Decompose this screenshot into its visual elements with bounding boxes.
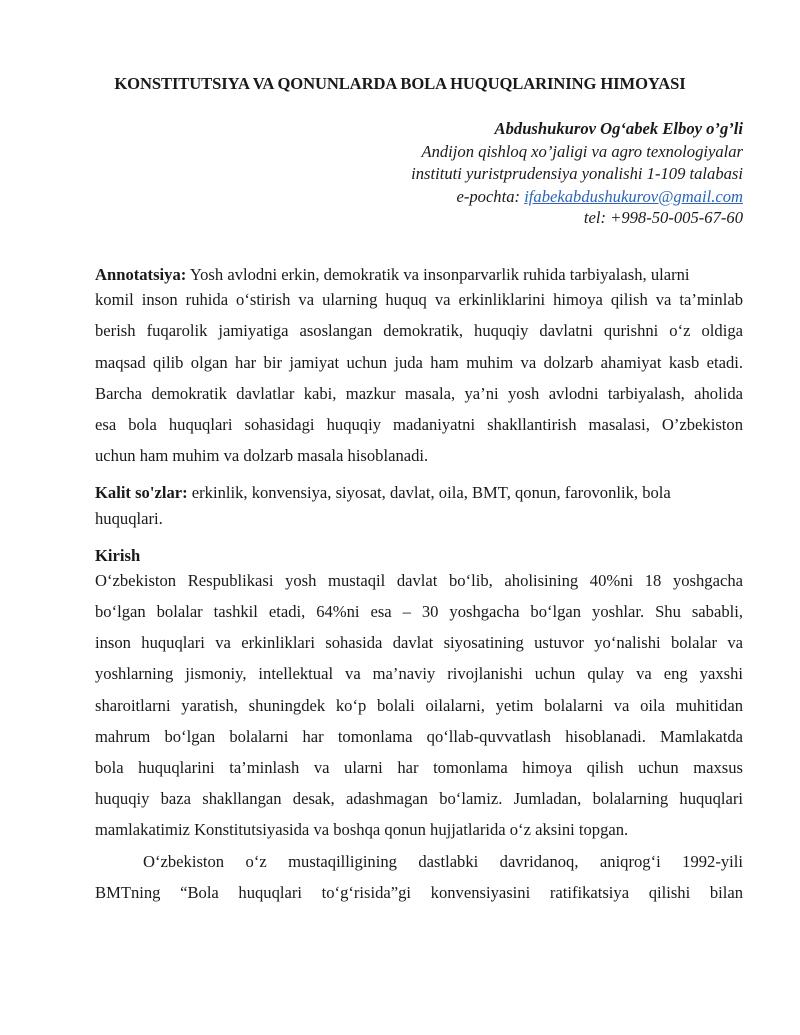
email-link[interactable]: ifabekabdushukurov@gmail.com [524,186,743,206]
abstract-line-3: berish fuqarolik jamiyatiga asoslangan demokratik, huquqiy davlatni qurishni o‘z oldiga [95,321,743,341]
intro-p1-line-6: mahrum bo‘lgan bolalarni har tomonlama qo‘llab-quvvatlash hisoblanadi. Mamlakatda [95,726,743,746]
paper-title: KONSTITUTSIYA VA QONUNLARDA BOLA HUQUQLARINING HIMOYASI [114,74,686,93]
intro-p2-line-1: O‘zbekiston o‘z mustaqilligining dastlabki davridanoq, aniqrog‘i 1992-yili [143,851,743,871]
author-block [143,118,743,229]
keywords-text-1: erkinlik, konvensiya, siyosat, davlat, oila, BMT, qonun, farovonlik, bola [187,483,671,503]
intro-p1-line-9: mamlakatimiz Konstitutsiyasida va boshqa qonun hujjatlarida o‘z aksini topgan. [95,820,629,840]
keywords-label: Kalit so'zlar: [95,483,188,503]
author-email-line [143,186,743,209]
abstract-label: Annotatsiya: [95,265,187,284]
abstract-line-2: komil inson ruhida o‘stirish va ularning huquq va erkinliklarini himoya qilish va ta’minlab [95,290,743,310]
abstract-text-1: Yosh avlodni erkin, demokratik va insonparvarlik ruhida tarbiyalash, ularni [186,265,690,284]
intro-p2-line-2: BMTning “Bola huquqlari to‘g‘risida”gi konvensiyasini ratifikatsiya qilishi bilan [95,882,743,902]
abstract-line-1 [95,259,743,290]
author-name: Abdushukurov Og‘abek Elboy o’g’li [494,119,743,138]
intro-p1-line-7: bola huquqlarini ta’minlash va ularni har tomonlama himoya qilish uchun maxsus [95,758,743,777]
abstract-line-6: esa bola huquqlari sohasidagi huquqiy madaniyatni shakllantirish masalasi, O’zbekiston [95,414,743,434]
author-phone: tel: +998-50-005-67-60 [583,208,743,227]
email-label: e-pochta: [456,186,525,206]
author-affiliation-1: Andijon qishloq xo’jaligi va agro texnologiyalar [421,141,743,161]
section-heading-kirish: Kirish [95,545,141,565]
intro-p1-line-2: bo‘lgan bolalar tashkil etadi, 64%ni esa – 30 yoshgacha bo‘lgan yoshlar. Shu sababli, [95,602,743,622]
abstract-line-4: maqsad qilib olgan har bir jamiyat uchun juda ham muhim va dolzarb ahamiyat kasb etadi. [95,352,743,372]
keywords-line-2: huquqlari. [95,508,163,528]
abstract-line-7: uchun ham muhim va dolzarb masala hisoblanadi. [95,446,429,466]
intro-p1-line-4: yoshlarning jismoniy, intellektual va ma’naviy rivojlanishi uchun qulay va eng yaxshi [95,664,743,684]
author-affiliation-2: instituti yuristprudensiya yonalishi 1-109 talabasi [411,164,743,183]
paper-body [95,259,743,914]
intro-p1-line-5: sharoitlarni yaratish, shuningdek ko‘p bolali oilalarni, yetim bolalarni va oila muhitidan [95,695,743,715]
keywords-line-1 [95,477,743,508]
intro-p1-line-3: inson huquqlari va erkinliklari sohasida davlat siyosatining ustuvor yo‘nalishi bolalar va [95,633,743,653]
abstract-line-5: Barcha demokratik davlatlar kabi, mazkur masala, ya’ni yosh avlodni tarbiyalash, aholida [95,383,743,403]
intro-p1-line-1: O‘zbekiston Respublikasi yosh mustaqil davlat bo‘lib, aholisining 40%ni 18 yoshgacha [95,570,743,590]
intro-p1-line-8: huquqiy baza shakllangan desak, adashmagan bo‘lamiz. Jumladan, bolalarning huquqlari [95,789,743,809]
